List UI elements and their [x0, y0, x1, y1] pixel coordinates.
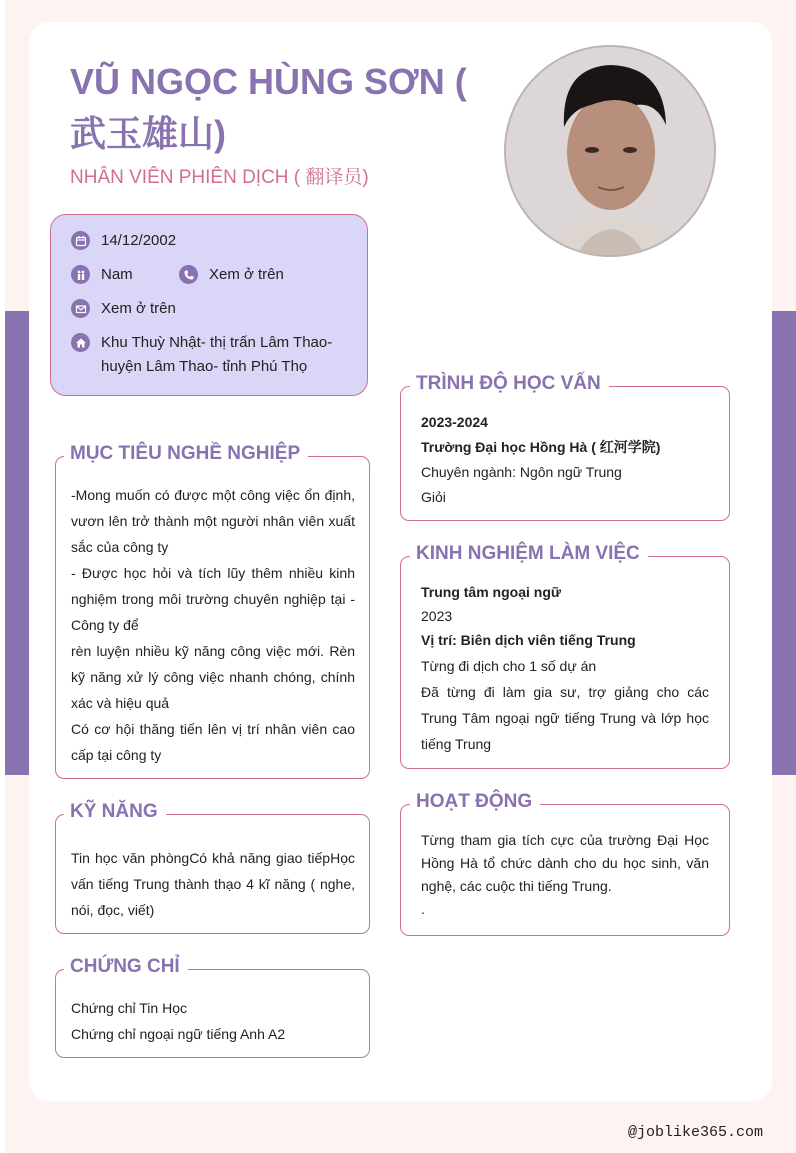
contact-birthdate	[71, 229, 176, 253]
skills-line	[170, 814, 360, 815]
calendar-icon	[71, 231, 90, 250]
contact-address	[71, 331, 356, 379]
career-goal-title: MỤC TIÊU NGHỀ NGHIỆP	[64, 443, 308, 465]
phone-value: Xem ở trên	[209, 266, 284, 283]
birthdate-value: 14/12/2002	[101, 232, 177, 249]
avatar-photo	[506, 47, 716, 257]
watermark: @joblike365.com	[627, 1124, 763, 1141]
certificate-item: Chứng chỉ ngoại ngữ tiếng Anh A2	[71, 1026, 286, 1042]
activities-text	[421, 829, 709, 921]
job-title: NHÂN VIÊN PHIÊN DỊCH ( 翻译员)	[70, 167, 369, 188]
experience-title: KINH NGHIỆM LÀM VIỆC	[410, 543, 648, 565]
email-value: Xem ở trên	[101, 300, 176, 317]
contact-phone	[179, 263, 284, 287]
certificates-list	[71, 995, 355, 1047]
experience-line-1: Từng đi dịch cho 1 số dự án	[421, 658, 597, 674]
gender-icon	[71, 265, 90, 284]
candidate-name: VŨ NGỌC HÙNG SƠN ( 武玉雄山)	[70, 61, 467, 154]
career-goal-line	[300, 456, 360, 457]
experience-company: Trung tâm ngoại ngữ	[421, 584, 562, 600]
activities-description: Từng tham gia tích cực của trường Đại Học Hồng Hà tổ chức dành cho du học sinh, văn nghệ, các cuộc thi tiếng Trung.	[421, 832, 709, 894]
experience-text	[421, 580, 709, 757]
contact-gender	[71, 263, 133, 287]
left-accent-band	[5, 311, 29, 775]
career-goal-text	[71, 482, 355, 768]
career-goal-line-1: -Mong muốn có được một công việc ổn định, vươn lên trở thành một người nhân viên xuất sắc của công ty	[71, 487, 355, 555]
education-major: Chuyên ngành: Ngôn ngữ Trung	[421, 464, 622, 480]
education-grade: Giỏi	[421, 489, 446, 505]
career-goal-line-3: rèn luyện nhiều kỹ năng công việc mới. Rèn kỹ năng xử lý công việc nhanh chóng, chính xác và hiệu quả	[71, 643, 355, 711]
address-value: Khu Thuỳ Nhật- thị trấn Lâm Thao- huyện Lâm Thao- tỉnh Phú Thọ	[101, 334, 333, 375]
experience-year: 2023	[421, 608, 453, 624]
right-accent-band	[772, 311, 796, 775]
phone-icon	[179, 265, 198, 284]
certificates-line	[190, 969, 360, 970]
activities-line	[540, 804, 720, 805]
education-period: 2023-2024	[421, 414, 488, 430]
certificate-item: Chứng chỉ Tin Học	[71, 1000, 187, 1016]
gender-value: Nam	[101, 266, 133, 283]
experience-line	[645, 556, 720, 557]
skills-title: KỸ NĂNG	[64, 801, 166, 823]
career-goal-line-2: - Được học hỏi và tích lũy thêm nhiều kinh nghiệm trong môi trường chuyên nghiệp tại -Công ty để	[71, 565, 355, 633]
activities-dot: .	[421, 901, 425, 917]
experience-line-2: Đã từng đi làm gia sư, trợ giảng cho các Trung Tâm ngoại ngữ tiếng Trung và lớp học tiếng Trung	[421, 684, 709, 752]
experience-position: Vị trí: Biên dịch viên tiếng Trung	[421, 632, 636, 648]
education-title: TRÌNH ĐỘ HỌC VẤN	[410, 373, 609, 395]
skills-text: Tin học văn phòngCó khả năng giao tiếpHọc vấn tiếng Trung thành thạo 4 kĩ năng ( nghe, nói, đọc, viết)	[71, 850, 355, 918]
mail-icon	[71, 299, 90, 318]
career-goal-line-4: Có cơ hội thăng tiến lên vị trí nhân viên cao cấp tại công ty	[71, 721, 355, 763]
education-line	[610, 386, 720, 387]
certificates-title: CHỨNG CHỈ	[64, 956, 188, 978]
contact-email	[71, 297, 176, 321]
avatar	[504, 45, 716, 257]
education-text	[421, 410, 711, 510]
education-school: Trường Đại học Hồng Hà ( 红河学院)	[421, 439, 661, 455]
activities-title: HOẠT ĐỘNG	[410, 791, 540, 813]
home-icon	[71, 333, 90, 352]
